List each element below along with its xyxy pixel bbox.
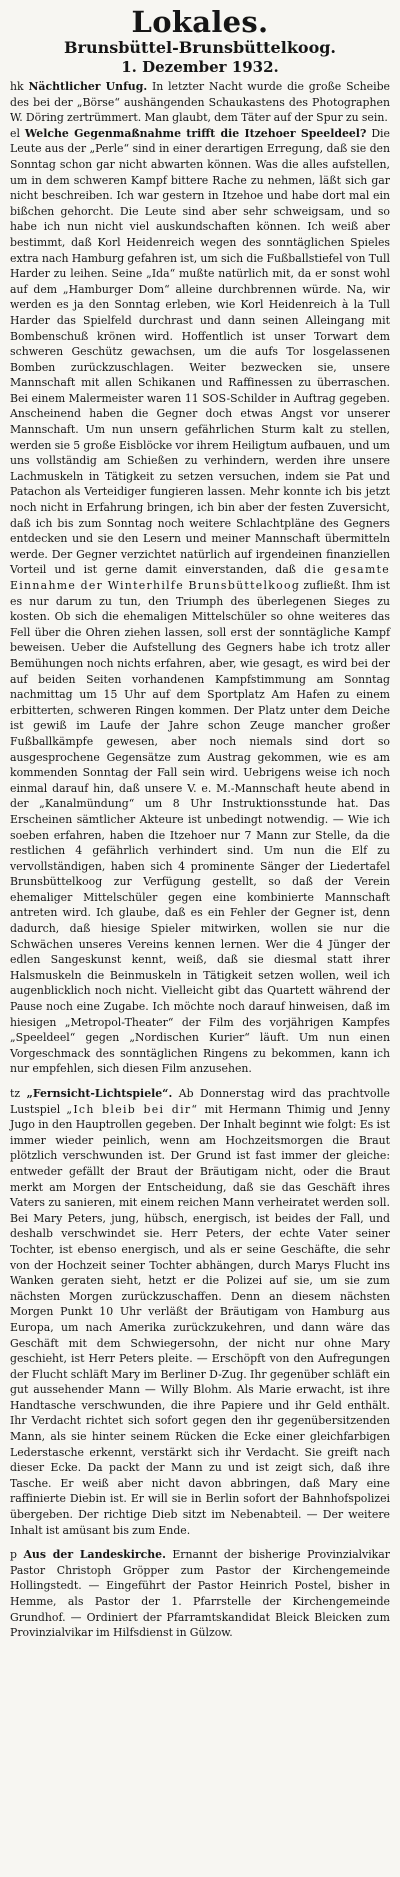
article-body: Ernannt der bisherige Provinzialvikar Pastor Christoph Gröpper zum Pastor der Kirchengemeinde Hollingstedt. — Eingeführt der Pastor Heinrich Postel, bisher in Hemme, als Pastor der 1. Pfarrstelle der Kirchengemeinde Grundhof. — Ordiniert der Pfarramtskandidat Bleick Bleicken zum Provinzialvikar im Hilfsdienst in Gülzow. (10, 1548, 390, 1640)
article-author-code: hk (10, 80, 24, 93)
article-fernsicht-lichtspiele (10, 1086, 390, 1538)
article-headline: Aus der Landeskirche. (23, 1548, 166, 1562)
article-headline: Nächtlicher Unfug. (28, 80, 148, 93)
article-spaced-phrase: die gesamte Einnahme der Winterhilfe Brunsbüttelkoog (10, 563, 390, 592)
article-author-code: tz (10, 1087, 21, 1100)
article-author-code: el (10, 126, 20, 140)
article-body-part-2: zufließt. Ihm ist es nur darum zu tun, den Triumph des überlegenen Sieges zu kosten. Ob sich die ehemaligen Mittelschüler so ohne weiteres das Fell über die Ohren ziehen lassen, soll erst der sonntägliche Kampf beweisen. Ueber die Aufstellung des Gegners habe ich trotz aller Bemühungen noch nichts erfahren, aber, wie gesagt, es wird bei der auf beiden Seiten vorhandenen Kampfstimmung am Sonntag nachmittag um 15 Uhr auf dem Sportplatz Am Hafen zu einem erbitterten, schweren Ringen kommen. Der Platz unter dem Deiche ist gewiß im Laufe der Jahre schon Zeuge mancher großer Fußballkämpfe gewesen, aber noch niemals sind dort so ausgesprochene Gegensätze zum Austrag gekommen, wie es am kommenden Sonntag der Fall sein wird. Uebrigens weise ich noch einmal darauf hin, daß unsere V. e. M.-Mannschaft heute abend in der „Kanalmündung“ um 8 Uhr Instruktionsstunde hat. Das Erscheinen sämtlicher Akteure ist unbedingt notwendig. — Wie ich soeben erfahren, haben die Itzehoer nur 7 Mann zur Stelle, da die restlichen 4 gefährlich verhindert sind. Um nun die Elf zu vervollständigen, haben sich 4 prominente Sänger der Liedertafel Brunsbüttelkoog zur Verfügung gestellt, so daß der Verein ehemaliger Mittelschüler gegen eine kombinierte Mannschaft antreten wird. Ich glaube, daß es ein Fehler der Gegner ist, denn dadurch, daß hiesige Spieler mitwirken, wollen sie nur die Schwächen unseres Vereins kennen lernen. Wer die 4 Jünger der edlen Sangeskunst kennt, weiß, daß sie diesmal statt ihrer Halsmuskeln die Beinmuskeln in Tätigkeit setzen wollen, weil ich augenblicklich noch nicht. Vielleicht gibt das Quartett während der Pause noch eine Zugabe. Ich möchte noch darauf hinweisen, daß im hiesigen „Metropol-Theater“ der Film des vorjährigen Kampfes „Speeldeel“ gegen „Nordischen Kurier“ läuft. Um nun einen Vorgeschmack des sonntäglichen Ringens zu bekommen, kann ich nur empfehlen, sich diesen Film anzusehen. (10, 579, 390, 1076)
article-author-code: p (10, 1548, 17, 1562)
article-body-part-1: Ab Donnerstag wird das prachtvolle Lustspiel (10, 1087, 391, 1116)
section-title: Lokales. (131, 5, 269, 39)
article-naechtlicher-unfug (10, 79, 390, 126)
place-heading: Brunsbüttel-Brunsbüttelkoog. (64, 38, 336, 57)
date-line: 1. Dezember 1932. (121, 58, 279, 76)
article-headline: „Fernsicht-Lichtspiele“. (26, 1087, 173, 1100)
article-speeldeel (10, 126, 390, 1077)
article-spacer (10, 1538, 390, 1547)
section-header (10, 6, 390, 77)
article-body: In letzter Nacht wurde die große Scheibe des bei der „Börse“ aushängenden Schaukastens des Photographen W. Döring zertrümmert. Man glaubt, dem Täter auf der Spur zu sein. (10, 80, 390, 125)
article-headline: Welche Gegenmaßnahme trifft die Itzehoer Speeldeel? (24, 126, 367, 140)
article-body-part-1: Die Leute aus der „Perle“ sind in einer derartigen Erregung, daß sie den Sonntag schon gar nicht abwarten können. Was die alles aufstellen, um in dem schweren Kampf bittere Rache zu nehmen, läßt sich gar nicht beschreiben. Ich war gestern in Itzehoe und habe dort mal ein bißchen gehorcht. Die Leute sind aber sehr schweigsam, und so habe ich nun nicht viel auskundschaften können. Ich weiß aber bestimmt, daß Korl Heidenreich wegen des sonntäglichen Spieles extra nach Hamburg gefahren ist, um sich die Fußballstiefel von Tull Harder zu leihen. Seine „Ida“ mußte natürlich mit, da er sonst wohl auf dem „Hamburger Dom“ alleine durchbrennen würde. Na, wir werden es ja den Sonntag erleben, wie Korl Heidenreich à la Tull Harder das Spielfeld durchrast und dann seinen Alleingang mit Bombenschuß krönen wird. Hoffentlich ist unser Torwart dem schweren Geschütz gewachsen, um die aufs Tor losgelassenen Bomben zurückzuschlagen. Weiter bezwecken sie, unsere Mannschaft mit allen Schikanen und Raffinessen zu überraschen. Bei einem Malermeister waren 11 SOS-Schilder in Auftrag gegeben. Anscheinend haben die Gegner doch etwas Angst vor unserer Mannschaft. Um nun unsern gefährlichen Sturm kalt zu stellen, werden sie 5 große Eisblöcke vor ihrem Heiligtum aufbauen, und um uns vollständig am Schießen zu verhindern, werden ihre unsere Lachmuskeln in Tätigkeit zu setzen versuchen, indem sie Pat und Patachon als Verteidiger fungieren lassen. Mehr konnte ich bis jetzt noch nicht in Erfahrung bringen, ich bin aber der festen Zuversicht, daß ich bis zum Sonntag noch weitere Schlachtpläne des Gegners entdecken und sie den Lesern und meiner Mannschaft übermitteln werde. Der Gegner verzichtet natürlich auf irgendeinen finanziellen Vorteil und ist gerne damit einverstanden, daß (10, 126, 390, 577)
article-body-part-2: mit Hermann Thimig und Jenny Jugo in den Hauptrollen gegeben. Der Inhalt beginnt wie folgt: Es ist immer wieder peinlich, wenn am Hochzeitsmorgen die Braut plötzlich verschwunden ist. Der Grund ist fast immer der gleiche: entweder gefällt der Braut der Bräutigam nicht, oder die Braut merkt am Morgen der Entscheidung, daß sie das Geschäft ihres Vaters zu sanieren, mit einem reichen Mann verheiratet werden soll. Bei Mary Peters, jung, hübsch, energisch, ist beides der Fall, und deshalb verschwindet sie. Herr Peters, der echte Vater seiner Tochter, ist ebenso energisch, und als er seine Geschäfte, die sehr von der Hochzeit seiner Tochter abhängen, durch Marys Flucht ins Wanken geraten sieht, hetzt er die Polizei auf sie, um sie zum nächsten Morgen zurückzuschaffen. Denn an diesem nächsten Morgen Punkt 10 Uhr verläßt der Bräutigam von Hamburg aus Europa, um nach Amerika zurückzukehren, und dann wäre das Geschäft mit dem Schwiegersohn, der nicht nur ohne Mary geschieht, ist Herr Peters pleite. — Erschöpft von den Aufregungen der Flucht schläft Mary im Berliner D-Zug. Ihr gegenüber schläft ein gut aussehender Mann — Willy Blohm. Als Marie erwacht, ist ihre Handtasche verschwunden, die ihre Papiere und ihr Geld enthält. Ihr Verdacht richtet sich sofort gegen den ihr gegenübersitzenden Mann, als sie hinter seinem Rücken die Ecke einer gleichfarbigen Lederstasche erkennt, verstärkt sich ihr Verdacht. Sie greift nach dieser Ecke. Da packt der Mann zu und ist zeigt sich, daß ihre Tasche. Er weiß aber nicht davon abbringen, daß Mary eine raffinierte Diebin ist. Er will sie in Berlin sofort der Bahnhofspolizei übergeben. Der richtige Dieb sitzt im Nebenabteil. — Der weitere Inhalt ist amüsant bis zum Ende. (10, 1102, 390, 1537)
article-spacer (10, 1077, 390, 1086)
article-landeskirche (10, 1547, 390, 1641)
article-film-title: „Ich bleib bei dir“ (66, 1102, 199, 1116)
